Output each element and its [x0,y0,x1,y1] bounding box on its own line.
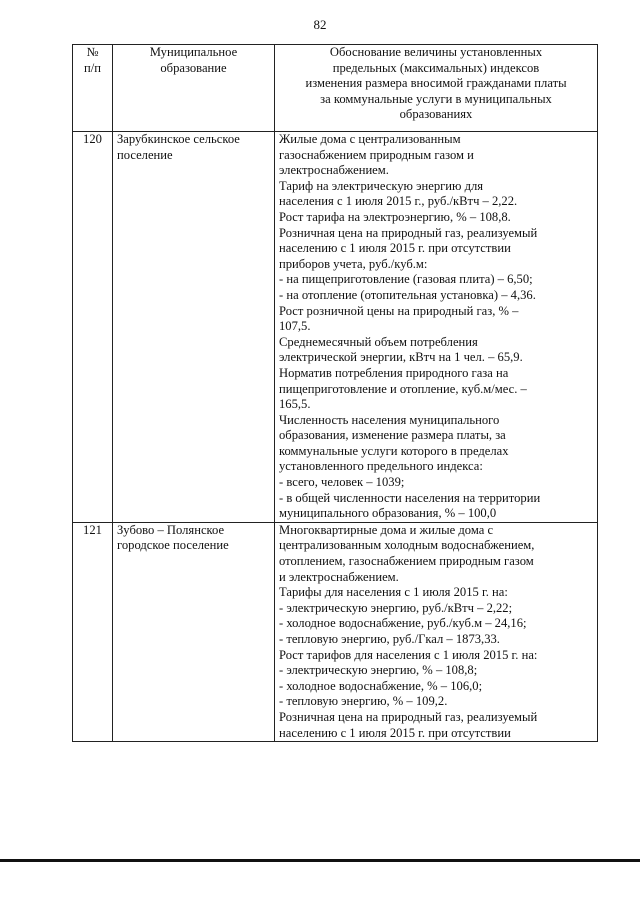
text-line: - тепловую энергию, руб./Гкал – 1873,33. [279,632,500,646]
text-line: - на пищеприготовление (газовая плита) – 6,50; [279,272,533,287]
header-text: предельных (максимальных) индексов [332,60,540,75]
page-number: 82 [313,17,327,32]
text-line: Многоквартирные дома и жилые дома с [279,522,494,537]
municipality-line: поселение [117,147,173,162]
header-text: образованиях [399,107,473,122]
text-line: - холодное водоснабжение, % – 106,0; [279,678,483,693]
header-text: № [86,45,99,59]
text-line: - холодное водоснабжение, руб./куб.м – 24,16; [279,616,527,631]
text-line: Рост тарифа на электроэнергию, % – 108,8. [279,209,511,224]
municipality-line: Зарубкинское сельское [117,132,240,146]
text-line: населения с 1 июля 2015 г., руб./кВтч – 2,22. [279,194,518,209]
municipality-line: городское поселение [117,538,229,553]
text-line: Розничная цена на природный газ, реализуемый [279,709,538,724]
header-municipality [113,45,275,132]
text-line: - электрическую энергию, руб./кВтч – 2,22; [279,600,513,615]
table-row [73,522,598,741]
municipality-name [113,522,275,741]
text-line: 107,5. [279,319,311,334]
text-line: Рост тарифов для населения с 1 июля 2015 г. на: [279,647,538,662]
text-line: - на отопление (отопительная установка) – 4,36. [279,287,536,302]
text-line: отоплением, газоснабжением природным газом [279,554,534,569]
text-line: электрической энергии, кВтч на 1 чел. – 65,9. [279,350,523,365]
text-line: газоснабжением природным газом и [279,147,474,162]
text-line: Тариф на электрическую энергию для [279,178,484,193]
text-line: Рост розничной цены на природный газ, % – [279,303,519,318]
text-line: централизованным холодным водоснабжением, [279,538,535,553]
header-number [73,45,113,132]
text-line: электроснабжением. [279,163,389,178]
text-line: населению с 1 июля 2015 г. при отсутствии [279,725,511,740]
text-line: Тарифы для населения с 1 июля 2015 г. на: [279,585,508,600]
municipality-line: Зубово – Полянское [117,522,225,537]
text-line: коммунальные услуги которого в пределах [279,443,509,458]
text-line: Норматив потребления природного газа на [279,365,509,380]
header-text: Муниципальное [149,45,238,59]
text-line: Жилые дома с централизованным [279,132,461,146]
header-text: п/п [84,60,101,75]
header-text: образование [160,60,227,75]
text-line: муниципального образования, % – 100,0 [279,506,497,521]
table-header-row [73,45,598,132]
text-line: Розничная цена на природный газ, реализуемый [279,225,538,240]
text-line: - всего, человек – 1039; [279,475,405,490]
justification-text [275,522,598,741]
text-line: и электроснабжением. [279,569,399,584]
page-bottom-rule [0,859,640,862]
text-line: 165,5. [279,397,311,412]
text-line: Среднемесячный объем потребления [279,334,478,349]
tariff-table [72,44,598,742]
header-text: за коммунальные услуги в муниципальных [320,91,552,106]
text-line: образования, изменение размера платы, за [279,428,506,443]
text-line: - тепловую энергию, % – 109,2. [279,694,448,709]
text-line: - электрическую энергию, % – 108,8; [279,663,478,678]
text-line: Численность населения муниципального [279,412,500,427]
justification-text [275,132,598,523]
header-text: Обоснование величины установленных [329,45,543,59]
text-line: приборов учета, руб./куб.м: [279,256,428,271]
municipality-name [113,132,275,523]
header-text: изменения размера вносимой гражданами платы [305,76,567,91]
text-line: пищеприготовление и отопление, куб.м/мес. – [279,381,527,396]
row-number: 120 [73,132,113,523]
text-line: - в общей численности населения на территории [279,490,541,505]
header-justification [275,45,598,132]
row-number: 121 [73,522,113,741]
text-line: населению с 1 июля 2015 г. при отсутствии [279,241,511,256]
table-row [73,132,598,523]
text-line: установленного предельного индекса: [279,459,483,474]
